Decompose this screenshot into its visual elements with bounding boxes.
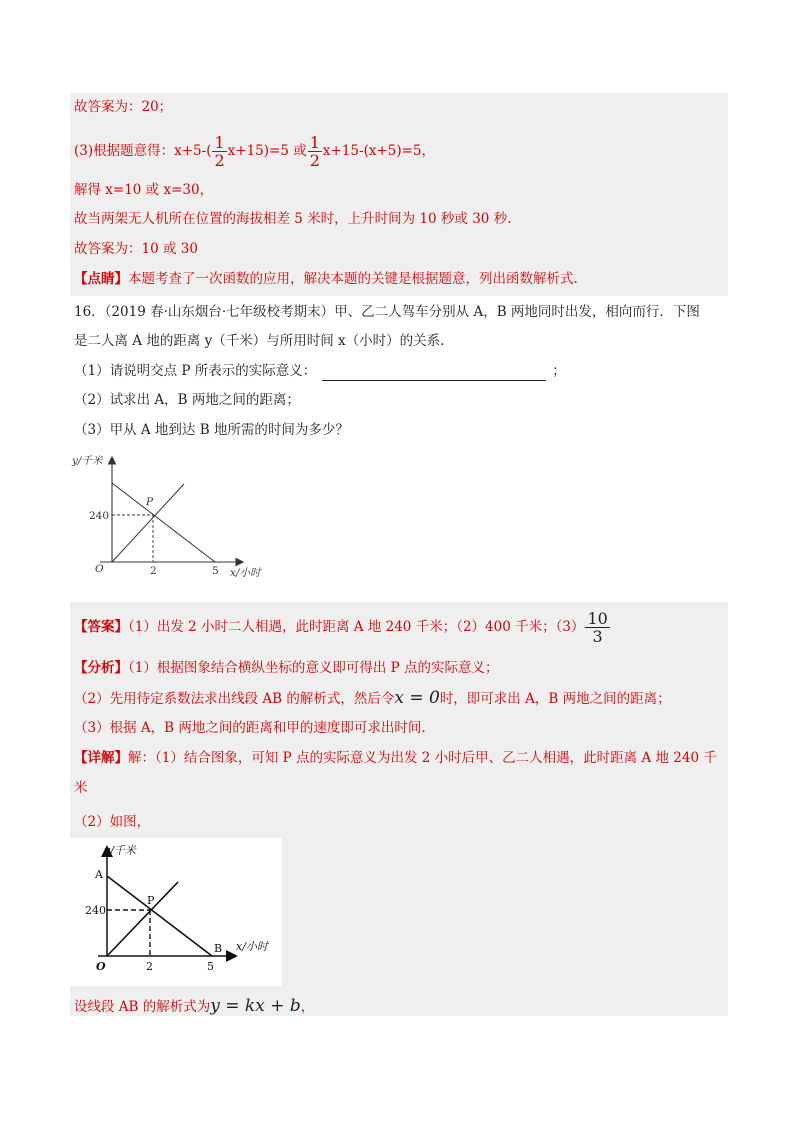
answer-text: （1）出发 2 小时二人相遇，此时距离 A 地 240 千米；（2）400 千米；（3） <box>128 619 585 635</box>
equation-part-c: x+15-(x+5)=5， <box>322 143 436 159</box>
equation-line <box>74 131 435 171</box>
detail-line-1: 【详解】解：（1）结合图象，可知 P 点的实际意义为出发 2 小时后甲、乙二人相遇，此时距离 A 地 240 千 <box>74 750 717 766</box>
y-axis-label: y/千米 <box>104 844 136 857</box>
question-line-2: 是二人离 A 地的距离 y（千米）与所用时间 x（小时）的关系. <box>74 333 445 349</box>
detail-tag: 【详解】 <box>74 750 128 766</box>
answer-line-10-30: 故答案为：10 或 30 <box>74 241 198 257</box>
x-axis-label: x/小时 <box>230 567 261 579</box>
analysis-tag: 【分析】 <box>74 660 128 676</box>
question-part-1: （1）请说明交点 P 所表示的实际意义： ； <box>74 363 566 379</box>
answer-fraction: $\frac{10}{3}$ <box>587 609 608 646</box>
x-axis-label: x/小时 <box>236 940 268 953</box>
math-x-equals-0: x = 0 <box>394 688 440 708</box>
equation-part-a: (3)根据题意得：x+5-( <box>74 143 212 159</box>
line-AB <box>112 483 215 562</box>
origin-label: O <box>96 960 106 973</box>
distance-time-graph <box>70 450 285 585</box>
analysis-line-3: （3）根据 A，B 两地之间的距离和甲的速度即可求出时间. <box>74 720 426 736</box>
analysis-line-2: （2）先用待定系数法求出线段 AB 的解析式，然后令x = 0时，即可求出 A，B 两地之间的距离； <box>74 688 671 708</box>
comment-text: 本题考查了一次函数的应用，解决本题的关键是根据题意，列出函数解析式. <box>128 271 578 287</box>
point-b-label: B <box>214 942 223 955</box>
comment-tag: 【点睛】 <box>74 271 128 287</box>
question-part-3: （3）甲从 A 地到达 B 地所需的时间为多少？ <box>74 422 349 438</box>
y-axis-label: y/千米 <box>72 455 103 467</box>
fraction-half-1: $\frac{1}{2}$ <box>214 133 225 170</box>
detail-line-1b: 米 <box>74 780 88 796</box>
distance-time-graph-labeled <box>70 838 282 986</box>
line-AB <box>107 876 212 956</box>
equation-part-b: x+15)=5 或 <box>227 143 307 159</box>
comment-line <box>74 269 578 289</box>
point-a-label: A <box>95 868 103 881</box>
analysis-line-1: 【分析】（1）根据图象结合横纵坐标的意义即可得出 P 点的实际意义； <box>74 660 499 676</box>
conclusion-line: 故当两架无人机所在位置的海拔相差 5 米时，上升时间为 10 秒或 30 秒. <box>74 211 512 227</box>
point-p-label: P <box>146 496 154 508</box>
solution-line: 解得 x=10 或 x=30， <box>74 182 214 198</box>
answer-tag: 【答案】 <box>74 619 128 635</box>
line-O-to-upper <box>107 882 178 956</box>
answer-line <box>74 606 611 648</box>
point-p-label: P <box>147 894 155 907</box>
answer-line-20: 故答案为：20； <box>74 99 173 115</box>
answer-blank[interactable] <box>322 380 546 381</box>
y-tick-240: 240 <box>85 904 106 917</box>
fraction-half-2: $\frac{1}{2}$ <box>309 133 320 170</box>
x-tick-2: 2 <box>150 565 157 577</box>
question-part-2: （2）试求出 A，B 两地之间的距离； <box>74 392 300 408</box>
detail-line-2: （2）如图， <box>74 814 151 830</box>
y-tick-240: 240 <box>89 510 110 522</box>
last-line: 设线段 AB 的解析式为y = kx + b， <box>74 996 315 1016</box>
x-tick-5: 5 <box>212 565 219 577</box>
x-tick-2: 2 <box>146 960 153 973</box>
math-y-kx-b: y = kx + b <box>210 996 301 1016</box>
question-line-1: 16．（2019 春·山东烟台·七年级校考期末）甲、乙二人驾车分别从 A，B 两地同时出发，相向而行．下图 <box>74 304 700 320</box>
x-tick-5: 5 <box>207 960 214 973</box>
origin-label: O <box>95 563 104 575</box>
